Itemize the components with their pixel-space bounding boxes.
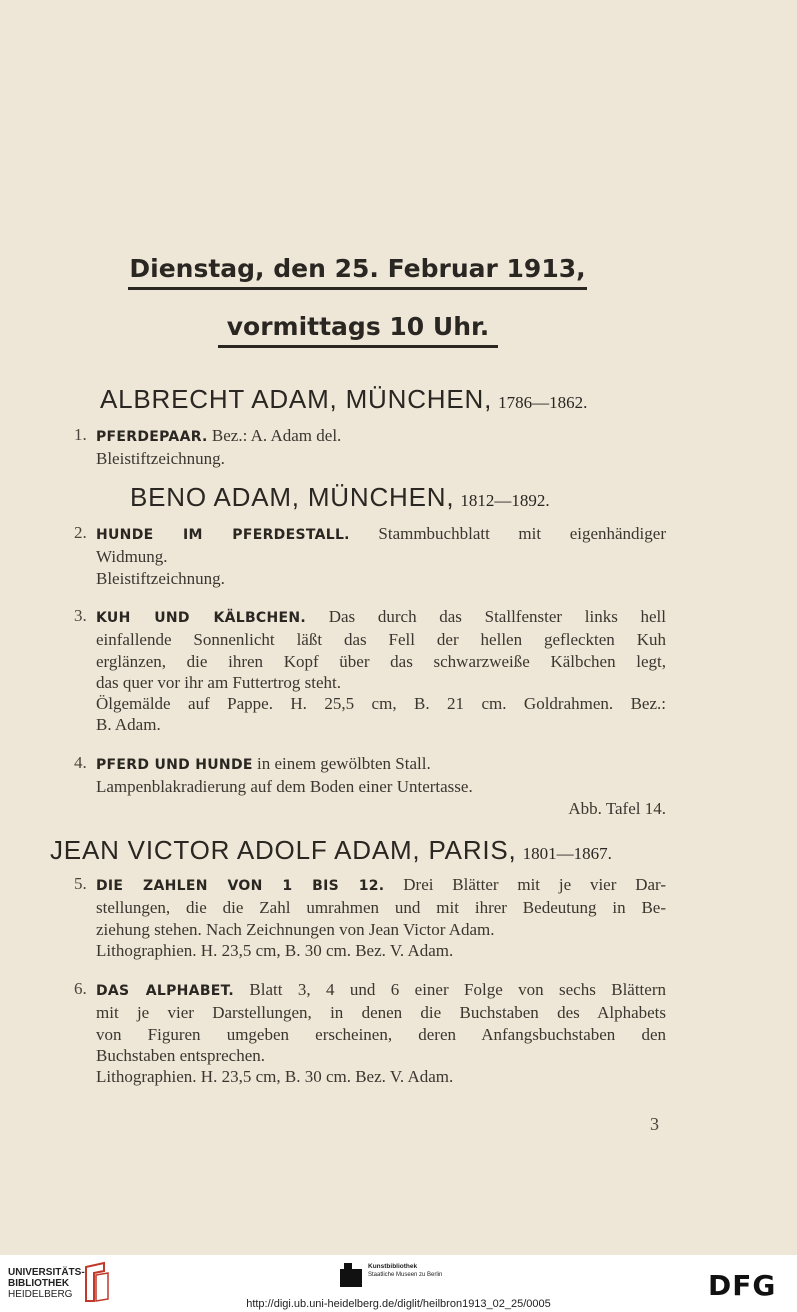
entry-text: von Figuren umgeben erscheinen, deren Anfangsbuchstaben den <box>96 1024 666 1044</box>
artist-dates: 1786—1862. <box>498 393 588 412</box>
entry-text: einfallende Sonnenlicht läßt das Fell der hellen gefleckten Kuh <box>96 630 666 650</box>
ub-logo-icon <box>82 1261 112 1303</box>
artist-heading-albrecht-adam <box>100 384 587 415</box>
ub-logo-line: UNIVERSITÄTS- <box>8 1267 85 1278</box>
ub-logo-line: HEIDELBERG <box>8 1289 73 1300</box>
entry-number: 5. <box>74 874 87 893</box>
artist-dates: 1812—1892. <box>460 491 550 510</box>
entry-text: Ölgemälde auf Pappe. H. 25,5 cm, B. 21 cm. Goldrahmen. Bez.: <box>96 694 666 714</box>
entry-text: ziehung stehen. Nach Zeichnungen von Jean Victor Adam. <box>96 919 495 939</box>
artist-heading-jean-victor-adolf-adam <box>50 835 612 866</box>
entry-text: Stammbuchblatt mit eigenhändiger <box>349 524 666 543</box>
footer-bar <box>0 1255 797 1312</box>
entry-title: HUNDE IM PFERDESTALL. <box>96 527 350 543</box>
ub-heidelberg-logo[interactable] <box>8 1267 85 1300</box>
entry-text: Drei Blätter mit je vier Dar- <box>384 875 666 894</box>
entry-title: PFERD UND HUNDE <box>96 757 253 773</box>
entry-text: Widmung. <box>96 547 168 567</box>
entry-text: B. Adam. <box>96 715 161 735</box>
entry-number: 6. <box>74 979 87 998</box>
artist-dates: 1801—1867. <box>522 844 612 863</box>
catalog-entry-6 <box>96 979 666 1087</box>
entry-number: 3. <box>74 606 87 625</box>
page-number: 3 <box>650 1114 659 1134</box>
artist-name: BENO ADAM, MÜNCHEN, <box>130 482 455 512</box>
entry-text: erglänzen, die ihren Kopf über das schwarzweiße Kälbchen legt, <box>96 651 666 671</box>
entry-text: Das durch das Stallfenster links hell <box>306 607 667 626</box>
entry-text: das quer vor ihr am Futtertrog steht. <box>96 672 342 692</box>
catalog-entry-2 <box>96 523 666 589</box>
entry-text: Bleistiftzeichnung. <box>96 449 225 469</box>
time-heading: vormittags 10 Uhr. <box>218 312 498 348</box>
catalog-entry-4 <box>96 753 666 819</box>
entry-text: Bez.: A. Adam del. <box>207 426 342 445</box>
ub-logo-line: BIBLIOTHEK <box>8 1278 70 1289</box>
entry-text: stellungen, die die Zahl umrahmen und mit ihrer Bedeutung in Be- <box>96 898 666 918</box>
entry-title: KUH UND KÄLBCHEN. <box>96 610 307 626</box>
catalog-entry-3 <box>96 606 666 736</box>
permalink-url[interactable]: http://digi.ub.uni-heidelberg.de/diglit/heilbron1913_02_25/0005 <box>246 1298 551 1310</box>
artist-name: ALBRECHT ADAM, MÜNCHEN, <box>100 384 493 414</box>
entry-text: in einem gewölbten Stall. <box>252 754 431 773</box>
artist-heading-beno-adam <box>130 482 550 513</box>
kunstbibliothek-logo-icon <box>340 1263 362 1287</box>
catalog-entry-5 <box>96 874 666 961</box>
entry-text: Lithographien. H. 23,5 cm, B. 30 cm. Bez. V. Adam. <box>96 1067 454 1087</box>
kb-logo-line: Staatliche Museen zu Berlin <box>368 1272 443 1278</box>
entry-title: PFERDEPAAR. <box>96 429 208 445</box>
dfg-logo[interactable]: DFG <box>708 1269 777 1302</box>
kb-logo-line: Kunstbibliothek <box>368 1263 418 1270</box>
entry-text: Blatt 3, 4 und 6 einer Folge von sechs Blättern <box>234 980 666 999</box>
entry-number: 4. <box>74 753 87 772</box>
entry-number: 2. <box>74 523 87 542</box>
kunstbibliothek-logo[interactable] <box>368 1263 442 1279</box>
date-heading: Dienstag, den 25. Februar 1913, <box>128 254 587 290</box>
entry-text: Buchstaben entsprechen. <box>96 1045 265 1065</box>
artist-name: JEAN VICTOR ADOLF ADAM, PARIS, <box>50 835 517 865</box>
entry-number: 1. <box>74 425 87 444</box>
catalog-entry-1 <box>96 425 666 470</box>
entry-text: mit je vier Darstellungen, in denen die Buchstaben des Alphabets <box>96 1003 666 1023</box>
plate-reference: Abb. Tafel 14. <box>568 798 666 818</box>
entry-text: Bleistiftzeichnung. <box>96 568 225 588</box>
entry-title: DIE ZAHLEN VON 1 BIS 12. <box>96 878 385 894</box>
entry-text: Lampenblakradierung auf dem Boden einer Untertasse. <box>96 777 473 797</box>
entry-title: DAS ALPHABET. <box>96 983 234 999</box>
entry-text: Lithographien. H. 23,5 cm, B. 30 cm. Bez. V. Adam. <box>96 940 454 960</box>
